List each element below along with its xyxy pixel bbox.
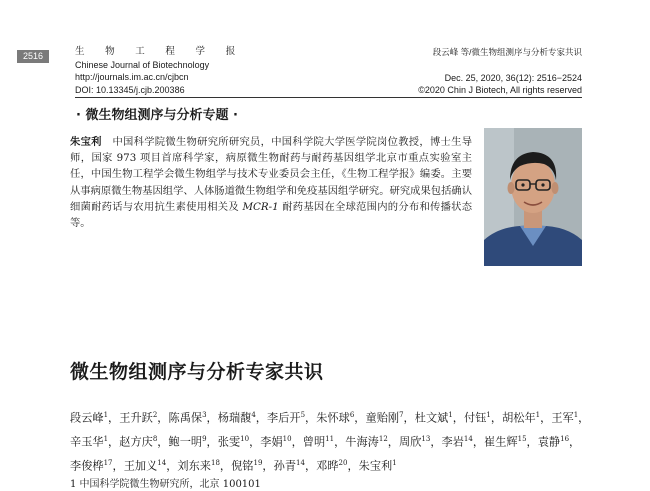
author-name: 王军 bbox=[551, 411, 574, 425]
author-name: 牛海涛 bbox=[345, 435, 379, 449]
author-affiliation-number: 1 bbox=[103, 411, 109, 419]
author-name: 邓晔 bbox=[316, 460, 339, 474]
author-name: 朱怀球 bbox=[316, 411, 350, 425]
author-affiliation-number: 4 bbox=[251, 411, 256, 419]
bio-text-part2: 耐药基因在全球范围内的分布和传播状态等。 bbox=[70, 200, 472, 230]
author-name: 刘东来 bbox=[177, 460, 211, 474]
date-volume: Dec. 25, 2020, 36(12): 2516−2524 bbox=[444, 72, 582, 83]
author-affiliation-number: 1 bbox=[392, 459, 397, 468]
author-affiliation-number: 14 bbox=[157, 459, 167, 468]
affiliation: 1 中国科学院微生物研究所，北京 100101 bbox=[70, 479, 261, 490]
author-affiliation-number: 14 bbox=[296, 459, 305, 468]
journal-title-en: Chinese Journal of Biotechnology bbox=[75, 59, 210, 70]
author-name: 鲍一明 bbox=[168, 435, 203, 449]
author-affiliation-number: 2 bbox=[152, 411, 158, 419]
bio-name: 朱宝利 bbox=[70, 136, 102, 148]
author-list: 段云峰$^1$，王升跃$^2$，陈禹保$^3$，杨瑞馥$^4$，李后开$^5$，朱怀球$^6$，童贻刚$^7$，杜文斌$^1$，付钰$^1$，胡松年$^1$，王军$^1$，辛玉华$^1$，赵方庆$^8$，鲍一明$^9$，张雯$^{10}$，李娟$^{10}$，曾明$^{11}$，牛海涛$^{12}$，周欣$^{13}$，李岩$^{14}$，崔生辉$^{15}$，袁静$^{16}$，李俊桦$^{17}$，王加义$^{14}$，刘东来$^{18}$，倪铭$^{19}$，孙青$^{14}$，邓晔$^{20}$，朱宝利$^1$ bbox=[70, 411, 590, 474]
author-affiliation-number: 20 bbox=[338, 459, 348, 468]
author-affiliation-number: 13 bbox=[421, 435, 431, 444]
author-name: 付钰 bbox=[464, 411, 487, 425]
author-affiliation-number: 18 bbox=[210, 459, 220, 468]
author-bio bbox=[70, 134, 472, 231]
portrait-illustration bbox=[484, 128, 582, 266]
author-name: 崔生辉 bbox=[484, 435, 518, 449]
author-name: 陈禹保 bbox=[168, 411, 203, 425]
author-name: 曾明 bbox=[302, 435, 326, 449]
author-photo bbox=[484, 128, 582, 266]
journal-url[interactable]: http://journals.im.ac.cn/cjbcn bbox=[75, 72, 189, 82]
author-affiliation-number: 7 bbox=[399, 411, 404, 419]
author-name: 李娟 bbox=[260, 435, 283, 449]
running-title: 段云峰 等/微生物组测序与分析专家共识 bbox=[432, 47, 582, 57]
author-name: 杜文斌 bbox=[414, 411, 449, 425]
author-name: 辛玉华 bbox=[70, 435, 104, 449]
author-affiliation-number: 9 bbox=[202, 435, 207, 444]
author-name: 王升跃 bbox=[119, 411, 153, 425]
author-affiliation-number: 10 bbox=[240, 435, 250, 444]
header-right bbox=[418, 46, 582, 97]
author-name: 王加义 bbox=[123, 460, 158, 474]
author-affiliation-number: 6 bbox=[349, 411, 355, 419]
article-title: 微生物组测序与分析专家共识 bbox=[70, 361, 324, 383]
author-affiliation-number: 14 bbox=[463, 435, 473, 444]
author-affiliation-number: 3 bbox=[202, 411, 207, 419]
author-affiliation-number: 1 bbox=[103, 435, 109, 444]
author-name: 倪铭 bbox=[231, 460, 254, 474]
author-name: 赵方庆 bbox=[119, 435, 153, 449]
author-name: 段云峰 bbox=[70, 411, 104, 425]
author-name: 李俊桦 bbox=[70, 460, 104, 474]
bio-text-part1: 中国科学院微生物研究所研究员，中国科学院大学医学院岗位教授，博士生导师，国家 973 项目首席科学家，病原微生物耐药与耐药基因组学北京市重点实验室主任，中国生物工程学会微生物组学与技术专业委员会主任，《生物工程学报》编委。主要从事病原微生物基因组学、人体肠道微生物组学和免疫基因组学研究。研究成果包括确认细菌耐药话与农用抗生素使用相关及 bbox=[70, 136, 473, 213]
author-affiliation-number: 1 bbox=[448, 411, 453, 419]
bio-italic-term: MCR-1 bbox=[242, 200, 279, 213]
author-affiliation-number: 10 bbox=[282, 435, 292, 444]
author-name: 胡松年 bbox=[502, 411, 536, 425]
author-name: 袁静 bbox=[537, 435, 561, 449]
author-name: 孙青 bbox=[273, 460, 297, 474]
journal-info bbox=[75, 46, 345, 96]
journal-title-cn: 生 物 工 程 学 报 bbox=[75, 46, 245, 57]
author-affiliation-number: 11 bbox=[325, 435, 335, 444]
special-issue-heading: · 微生物组测序与分析专题 · bbox=[76, 108, 238, 123]
author-name: 杨瑞馥 bbox=[217, 411, 252, 425]
author-affiliation-number: 15 bbox=[517, 435, 527, 444]
author-affiliation-number: 5 bbox=[300, 411, 306, 419]
author-affiliation-number: 17 bbox=[103, 459, 113, 468]
author-affiliation-number: 1 bbox=[535, 411, 541, 419]
author-affiliation-number: 8 bbox=[152, 435, 158, 444]
author-affiliation-number: 1 bbox=[573, 411, 579, 419]
author-affiliation-number: 1 bbox=[486, 411, 491, 419]
author-name: 朱宝利 bbox=[358, 460, 393, 474]
author-affiliation-number: 12 bbox=[378, 435, 388, 444]
author-name: 李岩 bbox=[441, 435, 464, 449]
author-name: 周欣 bbox=[399, 435, 422, 449]
header-divider bbox=[75, 97, 582, 98]
author-name: 李后开 bbox=[267, 411, 301, 425]
author-affiliation-number: 16 bbox=[560, 435, 570, 444]
author-name: 童贻刚 bbox=[365, 411, 400, 425]
doi[interactable]: DOI: 10.13345/j.cjb.200386 bbox=[75, 84, 185, 95]
copyright: ©2020 Chin J Biotech, All rights reserved bbox=[418, 85, 582, 95]
author-name: 张雯 bbox=[217, 435, 241, 449]
author-affiliation-number: 19 bbox=[253, 459, 263, 468]
page-number: 2516 bbox=[17, 50, 49, 63]
